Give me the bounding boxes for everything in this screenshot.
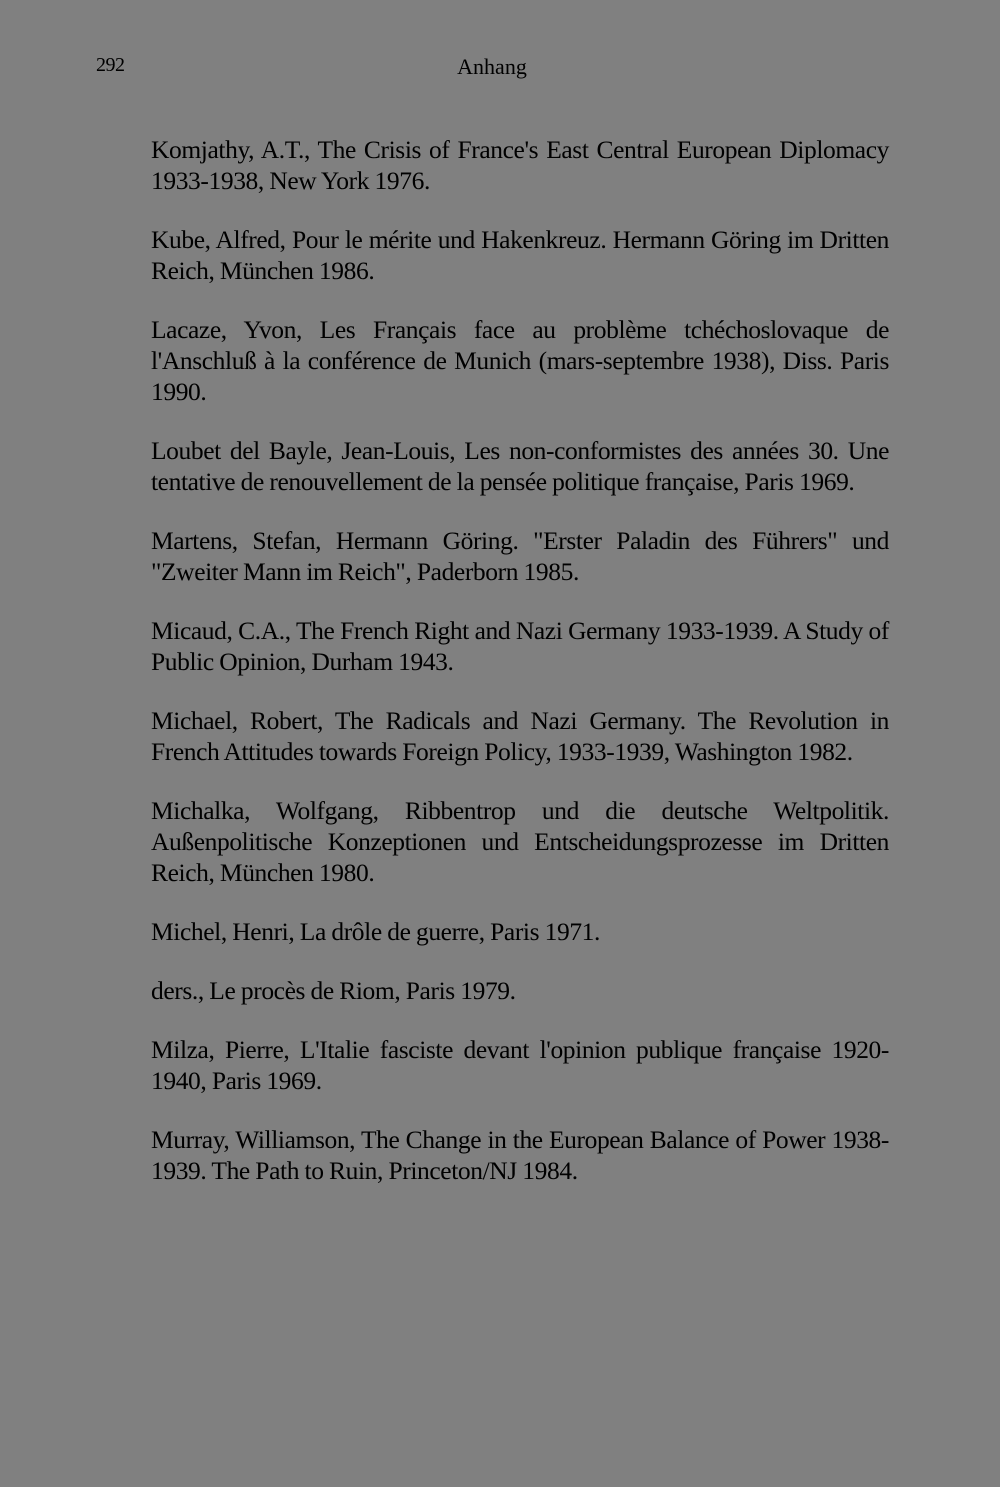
bibliography-entry: ders., Le procès de Riom, Paris 1979. [151, 976, 516, 1005]
bibliography-entry: Loubet del Bayle, Jean-Louis, Les non-conformistes des années 30. Une tentative de renouvellement de la pensée politique française, Paris 1969. [151, 436, 889, 496]
bibliography-entry: Lacaze, Yvon, Les Français face au problème tchéchoslovaque de l'Anschluß à la conférence de Munich (mars-septembre 1938), Diss. Paris 1990. [151, 315, 889, 406]
page-header [0, 52, 1000, 82]
bibliography-entry: Michel, Henri, La drôle de guerre, Paris 1971. [151, 917, 600, 946]
bibliography-entry: Komjathy, A.T., The Crisis of France's East Central European Diplomacy 1933-1938, New York 1976. [151, 135, 889, 195]
bibliography-entry: Murray, Williamson, The Change in the European Balance of Power 1938-1939. The Path to Ruin, Princeton/NJ 1984. [151, 1125, 889, 1185]
bibliography-entry: Milza, Pierre, L'Italie fasciste devant l'opinion publique française 1920-1940, Paris 1969. [151, 1035, 889, 1095]
bibliography-entry: Kube, Alfred, Pour le mérite und Hakenkreuz. Hermann Göring im Dritten Reich, München 1986. [151, 225, 889, 285]
page-number: 292 [96, 54, 125, 76]
bibliography-entry: Michalka, Wolfgang, Ribbentrop und die deutsche Weltpolitik. Außenpolitische Konzeptionen und Entscheidungsprozesse im Dritten Reich, München 1980. [151, 796, 889, 887]
bibliography-list [151, 134, 889, 1214]
bibliography-entry: Martens, Stefan, Hermann Göring. "Erster Paladin des Führers" und "Zweiter Mann im Reich", Paderborn 1985. [151, 526, 889, 586]
running-head: Anhang [457, 54, 527, 79]
bibliography-entry: Michael, Robert, The Radicals and Nazi Germany. The Revolution in French Attitudes towards Foreign Policy, 1933-1939, Washington 1982. [151, 706, 889, 766]
bibliography-entry: Micaud, C.A., The French Right and Nazi Germany 1933-1939. A Study of Public Opinion, Durham 1943. [151, 616, 889, 676]
